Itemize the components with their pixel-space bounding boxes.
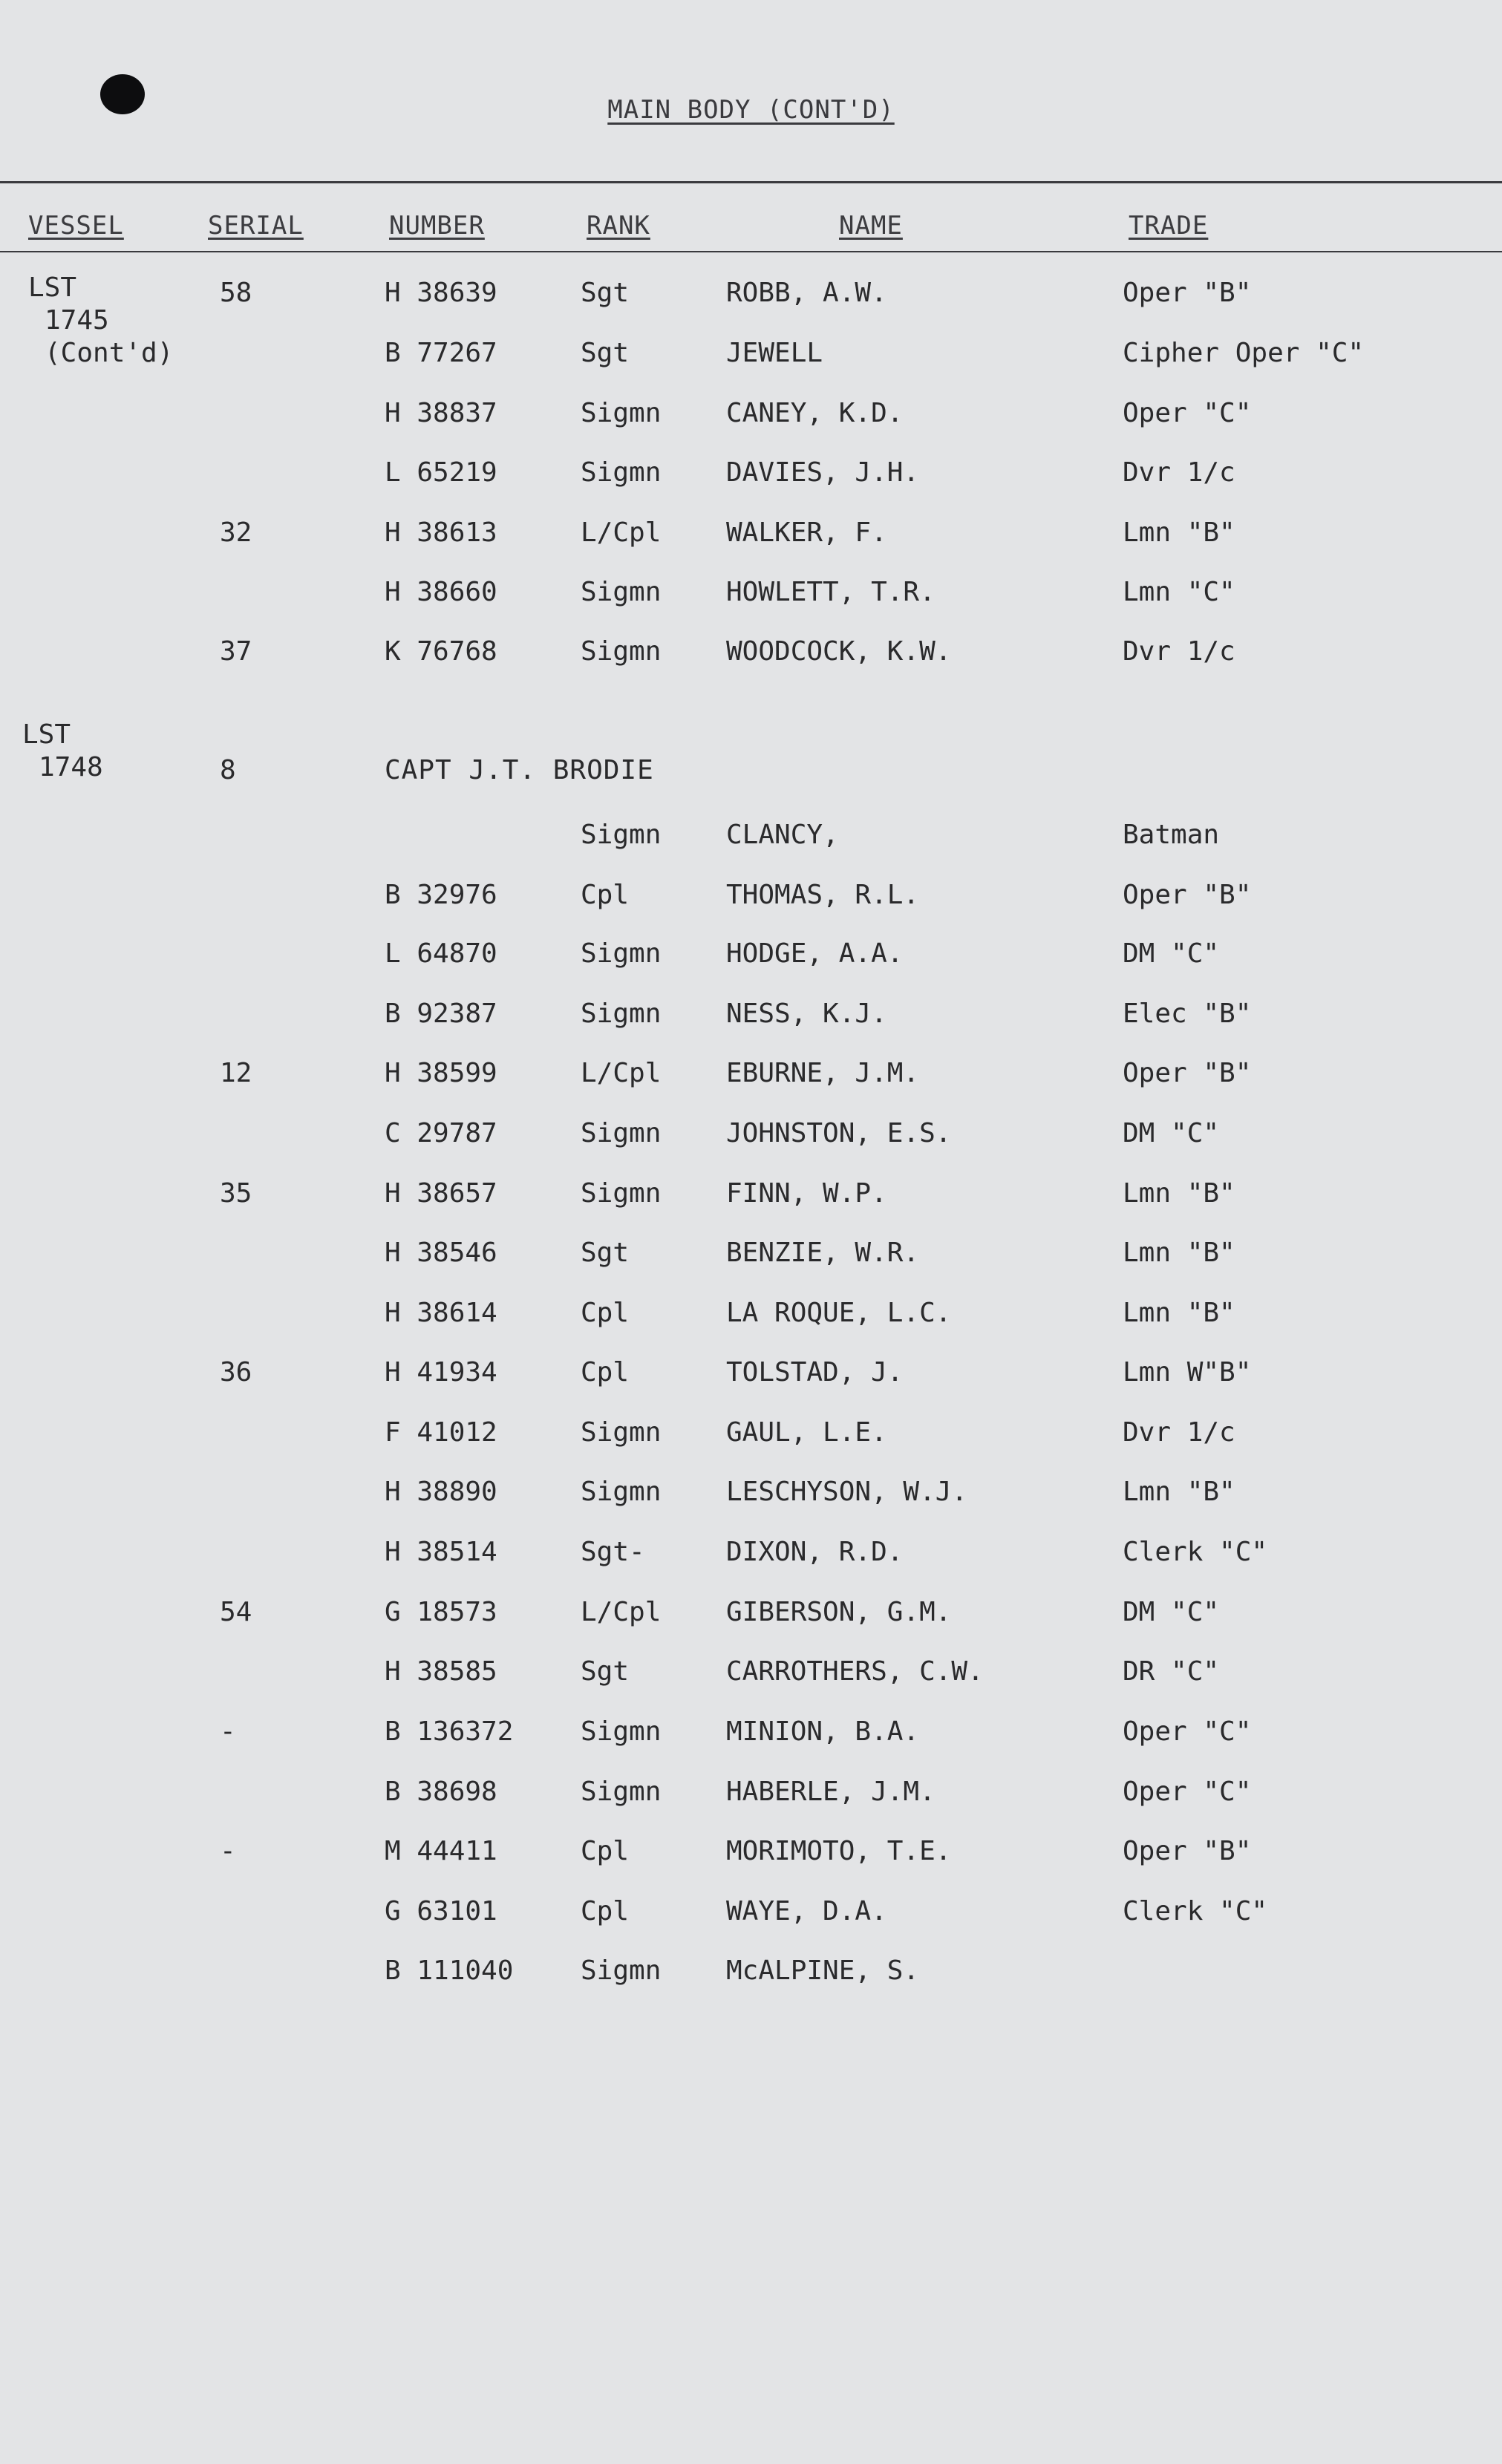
number-cell: L 65219 (385, 457, 497, 488)
trade-cell: Lmn "B" (1123, 1477, 1235, 1507)
name-cell: McALPINE, S. (726, 1955, 920, 1986)
number-cell: H 38639 (385, 278, 497, 308)
trade-cell: Oper "C" (1123, 1777, 1252, 1807)
table-row (0, 1716, 1502, 1754)
name-cell: FINN, W.P. (726, 1178, 887, 1209)
rank-cell: Sgt (581, 1656, 630, 1687)
rank-cell: Sigmn (581, 457, 662, 488)
serial-cell: 54 (220, 1597, 252, 1627)
table-row (0, 1417, 1502, 1454)
trade-cell: Elec "B" (1123, 999, 1252, 1029)
number-cell: G 18573 (385, 1597, 497, 1627)
serial-cell: 37 (220, 636, 252, 667)
trade-cell: Cipher Oper "C" (1123, 338, 1365, 368)
table-row (0, 577, 1502, 614)
table-row (0, 1777, 1502, 1814)
number-cell: H 38613 (385, 517, 497, 548)
name-cell: TOLSTAD, J. (726, 1357, 904, 1388)
name-cell: DIXON, R.D. (726, 1537, 904, 1567)
serial-cell: 32 (220, 517, 252, 548)
rank-cell: L/Cpl (581, 1058, 662, 1088)
number-cell: H 41934 (385, 1357, 497, 1388)
number-cell: H 38657 (385, 1178, 497, 1209)
name-cell: CANEY, K.D. (726, 398, 904, 428)
number-cell: B 32976 (385, 880, 497, 910)
table-row (0, 1477, 1502, 1514)
table-row (0, 1836, 1502, 1873)
name-cell: WAYE, D.A. (726, 1896, 887, 1927)
number-cell: B 92387 (385, 999, 497, 1029)
rank-cell: Sigmn (581, 1477, 662, 1507)
trade-cell: Oper "B" (1123, 1058, 1252, 1088)
number-cell: L 64870 (385, 938, 497, 969)
trade-cell: DM "C" (1123, 938, 1220, 969)
trade-cell: Dvr 1/c (1123, 636, 1235, 667)
number-cell: K 76768 (385, 636, 497, 667)
table-row (0, 1058, 1502, 1095)
number-cell: B 77267 (385, 338, 497, 368)
trade-cell: Lmn "B" (1123, 1298, 1235, 1328)
vessel-label: LST 1745 (Cont'd) (28, 272, 174, 368)
rank-cell: Sigmn (581, 820, 662, 850)
table-row (0, 1896, 1502, 1933)
name-cell: JEWELL (726, 338, 823, 368)
rank-cell: Sigmn (581, 1417, 662, 1448)
serial-cell: 58 (220, 278, 252, 308)
page-title: MAIN BODY (CONT'D) (607, 95, 895, 125)
rank-cell: Sigmn (581, 1118, 662, 1148)
rank-cell: Sgt (581, 338, 630, 368)
number-cell: H 38890 (385, 1477, 497, 1507)
header-rank: RANK (587, 211, 650, 241)
rank-cell: Sigmn (581, 1178, 662, 1209)
rank-cell: Sigmn (581, 938, 662, 969)
table-row (0, 938, 1502, 976)
trade-cell: Oper "C" (1123, 1716, 1252, 1747)
rank-cell: Sigmn (581, 1955, 662, 1986)
rank-cell: Sigmn (581, 1777, 662, 1807)
header-vessel: VESSEL (28, 211, 124, 241)
rank-cell: Sigmn (581, 398, 662, 428)
name-cell: MORIMOTO, T.E. (726, 1836, 952, 1866)
name-cell: THOMAS, R.L. (726, 880, 920, 910)
number-cell: H 38514 (385, 1537, 497, 1567)
table-row (0, 1298, 1502, 1335)
name-cell: WALKER, F. (726, 517, 887, 548)
name-cell: MINION, B.A. (726, 1716, 920, 1747)
name-cell: EBURNE, J.M. (726, 1058, 920, 1088)
header-trade: TRADE (1129, 211, 1209, 241)
table-row (0, 636, 1502, 673)
trade-cell: Lmn "B" (1123, 1238, 1235, 1268)
trade-cell: Oper "B" (1123, 278, 1252, 308)
name-cell: LA ROQUE, L.C. (726, 1298, 952, 1328)
trade-cell: Batman (1123, 820, 1220, 850)
trade-cell: Lmn "B" (1123, 1178, 1235, 1209)
serial-cell: 35 (220, 1178, 252, 1209)
serial-cell: - (220, 1716, 236, 1747)
rank-cell: Cpl (581, 1836, 630, 1866)
table-row (0, 755, 1502, 792)
name-cell: HODGE, A.A. (726, 938, 904, 969)
trade-cell: Lmn "B" (1123, 517, 1235, 548)
number-cell: H 38837 (385, 398, 497, 428)
table-row (0, 880, 1502, 917)
trade-cell: Clerk "C" (1123, 1896, 1268, 1927)
name-cell: ROBB, A.W. (726, 278, 887, 308)
table-row (0, 1656, 1502, 1693)
table-row (0, 517, 1502, 555)
name-cell: WOODCOCK, K.W. (726, 636, 952, 667)
number-cell: H 38585 (385, 1656, 497, 1687)
table-row (0, 338, 1502, 375)
name-cell: NESS, K.J. (726, 999, 887, 1029)
serial-cell: 36 (220, 1357, 252, 1388)
serial-cell: 8 (220, 755, 236, 785)
trade-cell: DM "C" (1123, 1118, 1220, 1148)
table-row (0, 1537, 1502, 1574)
rank-cell: Sigmn (581, 636, 662, 667)
name-cell: BENZIE, W.R. (726, 1238, 920, 1268)
number-cell: H 38614 (385, 1298, 497, 1328)
rank-cell: Sgt (581, 278, 630, 308)
name-cell: LESCHYSON, W.J. (726, 1477, 968, 1507)
name-cell: HOWLETT, T.R. (726, 577, 936, 607)
table-row (0, 278, 1502, 315)
rank-cell: Cpl (581, 1896, 630, 1927)
number-cell: H 38660 (385, 577, 497, 607)
trade-cell: DR "C" (1123, 1656, 1220, 1687)
vessel-label: LST 1748 (22, 719, 103, 782)
table-row (0, 999, 1502, 1036)
trade-cell: Lmn "C" (1123, 577, 1235, 607)
table-row (0, 1178, 1502, 1215)
serial-cell: - (220, 1836, 236, 1866)
header-number: NUMBER (389, 211, 485, 241)
number-cell: G 63101 (385, 1896, 497, 1927)
rank-cell: L/Cpl (581, 1597, 662, 1627)
table-row (0, 1238, 1502, 1275)
number-cell: B 136372 (385, 1716, 514, 1747)
rank-cell: L/Cpl (581, 517, 662, 548)
trade-cell: Lmn W"B" (1123, 1357, 1252, 1388)
number-cell: B 111040 (385, 1955, 514, 1986)
rank-cell: Sigmn (581, 1716, 662, 1747)
number-cell: B 38698 (385, 1777, 497, 1807)
name-cell: CARROTHERS, C.W. (726, 1656, 984, 1687)
trade-cell: Dvr 1/c (1123, 1417, 1235, 1448)
table-row (0, 1357, 1502, 1394)
name-cell: JOHNSTON, E.S. (726, 1118, 952, 1148)
trade-cell: Dvr 1/c (1123, 457, 1235, 488)
trade-cell: Oper "C" (1123, 398, 1252, 428)
serial-cell: 12 (220, 1058, 252, 1088)
name-cell: GAUL, L.E. (726, 1417, 887, 1448)
header-name: NAME (839, 211, 903, 241)
name-cell: DAVIES, J.H. (726, 457, 920, 488)
rank-cell: Cpl (581, 880, 630, 910)
name-cell: CLANCY, (726, 820, 839, 850)
header-serial: SERIAL (208, 211, 304, 241)
officer-name-cell: CAPT J.T. BRODIE (385, 755, 654, 785)
trade-cell: Oper "B" (1123, 1836, 1252, 1866)
table-row (0, 1955, 1502, 1993)
name-cell: HABERLE, J.M. (726, 1777, 936, 1807)
trade-cell: DM "C" (1123, 1597, 1220, 1627)
table-row (0, 398, 1502, 435)
rank-cell: Cpl (581, 1298, 630, 1328)
rank-cell: Sgt- (581, 1537, 645, 1567)
rank-cell: Sgt (581, 1238, 630, 1268)
rank-cell: Cpl (581, 1357, 630, 1388)
trade-cell: Oper "B" (1123, 880, 1252, 910)
table-row (0, 820, 1502, 857)
table-row (0, 1597, 1502, 1634)
rank-cell: Sigmn (581, 577, 662, 607)
name-cell: GIBERSON, G.M. (726, 1597, 952, 1627)
table-row (0, 1118, 1502, 1155)
number-cell: F 41012 (385, 1417, 497, 1448)
trade-cell: Clerk "C" (1123, 1537, 1268, 1567)
number-cell: M 44411 (385, 1836, 497, 1866)
number-cell: H 38599 (385, 1058, 497, 1088)
table-row (0, 457, 1502, 494)
number-cell: C 29787 (385, 1118, 497, 1148)
number-cell: H 38546 (385, 1238, 497, 1268)
rank-cell: Sigmn (581, 999, 662, 1029)
